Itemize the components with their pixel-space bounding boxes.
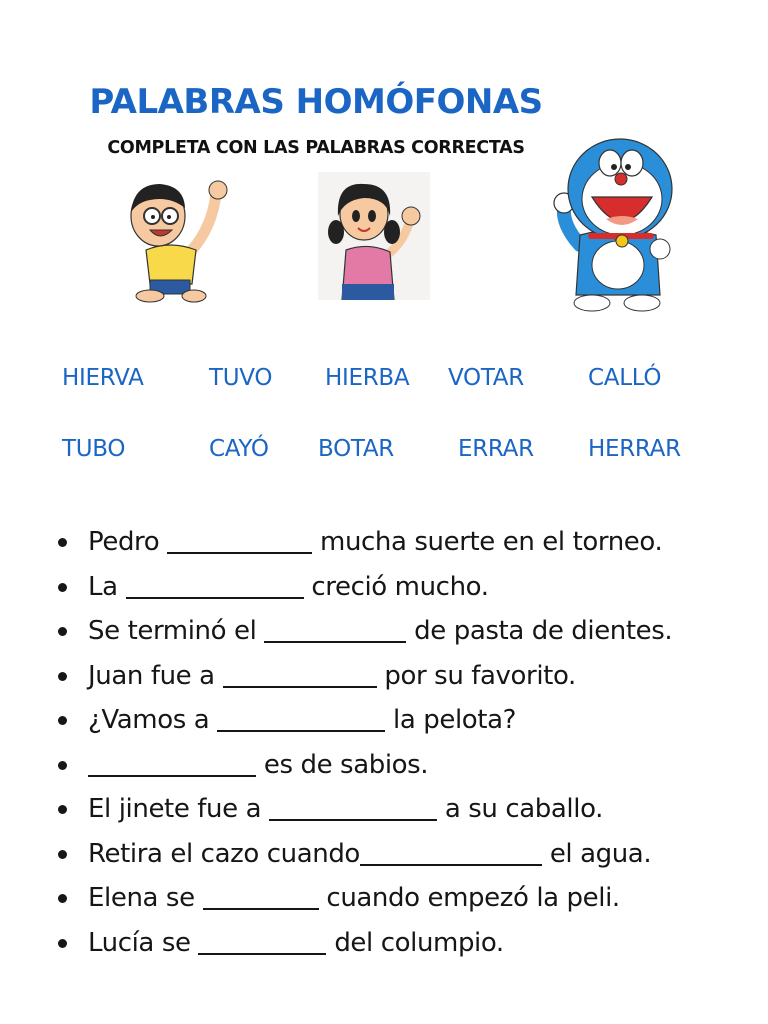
sentence-list <box>56 520 672 965</box>
word-bank-item: BOTAR <box>318 436 394 462</box>
word-bank-item: HERRAR <box>588 436 681 462</box>
list-item <box>56 698 672 743</box>
sentence-after: por su favorito. <box>384 660 576 691</box>
answer-blank[interactable] <box>126 571 304 599</box>
page-subtitle: COMPLETA CON LAS PALABRAS CORRECTAS <box>107 138 525 158</box>
list-item <box>56 520 672 565</box>
boy-character-illustration <box>120 172 240 304</box>
page-title: PALABRAS HOMÓFONAS <box>89 82 543 122</box>
bullet-icon <box>58 716 67 725</box>
answer-blank[interactable] <box>203 882 319 910</box>
word-bank-item: ERRAR <box>458 436 534 462</box>
answer-blank[interactable] <box>223 660 377 688</box>
list-item <box>56 743 672 788</box>
list-item <box>56 565 672 610</box>
answer-blank[interactable] <box>217 704 385 732</box>
sentence-after: el agua. <box>549 838 652 869</box>
answer-blank[interactable] <box>269 793 437 821</box>
list-item <box>56 832 672 877</box>
sentence-after: del columpio. <box>334 927 504 958</box>
sentence-after: la pelota? <box>393 705 517 735</box>
sentence-before: ¿Vamos a <box>88 705 210 735</box>
sentence-before: La <box>88 571 118 602</box>
sentence-after: de pasta de dientes. <box>414 616 673 646</box>
bullet-icon <box>58 672 67 681</box>
list-item <box>56 787 672 832</box>
bullet-icon <box>58 894 67 903</box>
answer-blank[interactable] <box>88 749 256 777</box>
sentence-after: es de sabios. <box>263 749 429 780</box>
sentence-before: Lucía se <box>88 927 191 958</box>
answer-blank[interactable] <box>264 615 406 643</box>
bullet-icon <box>58 850 67 859</box>
sentence-before: Juan fue a <box>88 660 215 691</box>
bullet-icon <box>58 761 67 770</box>
word-bank-item: HIERBA <box>325 365 410 391</box>
answer-blank[interactable] <box>360 838 542 866</box>
bullet-icon <box>58 939 67 948</box>
word-bank-item: VOTAR <box>448 365 524 391</box>
robot-cat-character-illustration <box>552 135 680 315</box>
list-item <box>56 654 672 699</box>
list-item <box>56 609 672 654</box>
girl-character-illustration <box>318 172 430 300</box>
bullet-icon <box>58 538 67 547</box>
sentence-after: a su caballo. <box>444 794 603 824</box>
word-bank-item: CAYÓ <box>209 436 269 462</box>
sentence-after: mucha suerte en el torneo. <box>320 527 663 557</box>
answer-blank[interactable] <box>198 927 326 955</box>
sentence-before: El jinete fue a <box>88 794 262 824</box>
sentence-before: Se terminó el <box>88 616 257 646</box>
bullet-icon <box>58 805 67 814</box>
list-item <box>56 921 672 966</box>
word-bank-item: TUBO <box>62 436 126 462</box>
sentence-after: creció mucho. <box>311 571 489 602</box>
sentence-before: Elena se <box>88 883 195 913</box>
sentence-before: Pedro <box>88 527 160 557</box>
word-bank-item: HIERVA <box>62 365 144 391</box>
word-bank-item: TUVO <box>209 365 273 391</box>
answer-blank[interactable] <box>167 526 312 554</box>
bullet-icon <box>58 583 67 592</box>
bullet-icon <box>58 627 67 636</box>
sentence-after: cuando empezó la peli. <box>326 883 620 913</box>
word-bank-item: CALLÓ <box>588 365 662 391</box>
list-item <box>56 876 672 921</box>
sentence-before: Retira el cazo cuando <box>88 838 360 869</box>
